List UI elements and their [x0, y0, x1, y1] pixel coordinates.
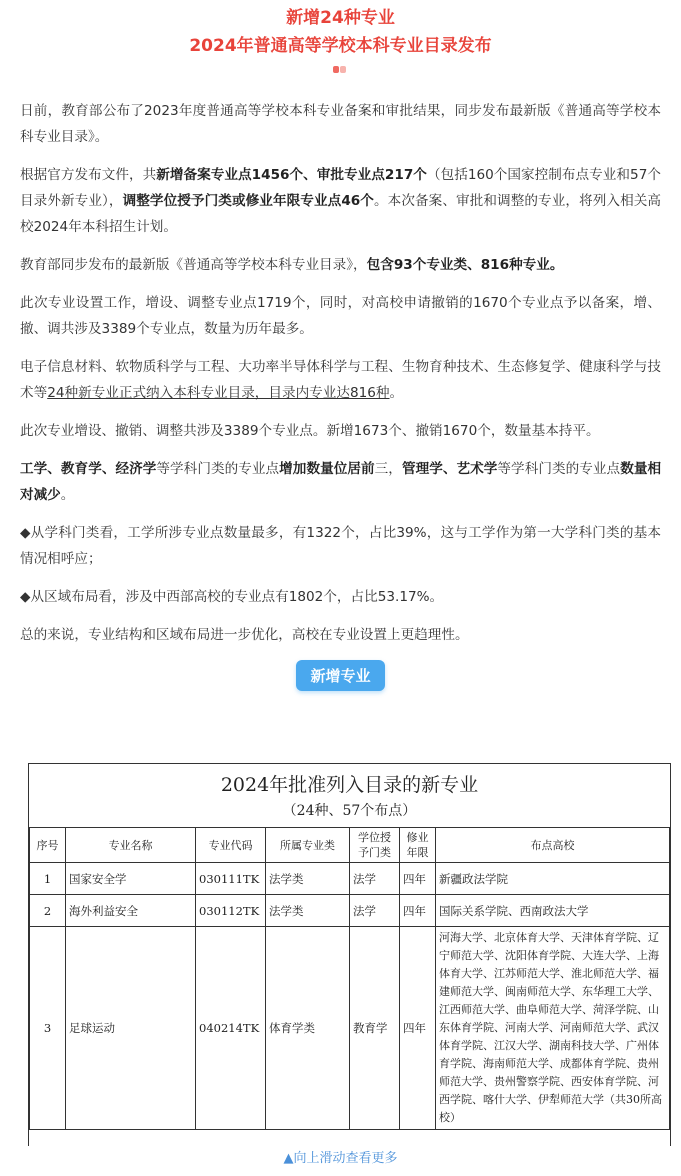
header-years: 修业年限 [400, 828, 436, 863]
bold-text: 管理学、艺术学 [401, 461, 498, 477]
title-line-1: 新增24种专业 [286, 8, 395, 28]
bold-text: 工学、教育学、经济学 [20, 461, 157, 477]
bold-text: 调整学位授予门类或修业年限专业点46个 [122, 193, 374, 209]
cell-category: 体育学类 [266, 927, 350, 1130]
table-header-row [30, 828, 670, 863]
table-title: 2024年批准列入目录的新专业 [220, 774, 479, 796]
cell-no: 3 [30, 927, 66, 1130]
cell-code: 030112TK [196, 895, 266, 927]
cell-degree: 法学 [350, 895, 400, 927]
text: 。 [389, 385, 404, 401]
text: 教育部同步发布的最新版《普通高等学校本科专业目录》， [20, 257, 367, 273]
bold-text: 增加数量位居前 [279, 461, 375, 477]
underlined-text: 24种新专业正式纳入本科专业目录，目录内专业达816种 [47, 385, 390, 401]
text: 根据官方发布文件，共 [20, 167, 157, 183]
paragraph-6: 此次专业增设、撤销、调整共涉及3389个专业点。新增1673个、撤销1670个，数量基本持平。 [20, 423, 600, 439]
text: （包括160个国家控制布点专业和57个目录外新专业）， [20, 167, 661, 209]
article-body [0, 74, 681, 648]
paragraph-2 [20, 162, 661, 240]
paragraph-9: ◆从区域布局看，涉及中西部高校的专业点有1802个，占比53.17%。 [20, 589, 444, 605]
header-no: 序号 [30, 828, 66, 863]
cell-category: 法学类 [266, 895, 350, 927]
table-subtitle: （24种、57个布点） [282, 803, 417, 819]
article-header [0, 0, 681, 74]
paragraph-8: ◆从学科门类看，工学所涉专业点数量最多，有1322个，占比39%，这与工学作为第一大学科门类的基本情况相呼应； [20, 525, 661, 567]
cell-schools: 新疆政法学院 [436, 863, 670, 895]
cell-years: 四年 [400, 863, 436, 895]
header-code: 专业代码 [196, 828, 266, 863]
section-tag-wrap [0, 660, 681, 691]
title-line-2: 2024年普通高等学校本科专业目录发布 [189, 36, 492, 56]
majors-table [29, 827, 670, 1130]
paragraph-5 [20, 354, 661, 406]
table-row [30, 927, 670, 1130]
table-row [30, 895, 670, 927]
cell-category: 法学类 [266, 863, 350, 895]
cell-name: 足球运动 [66, 927, 196, 1130]
text: 。 [60, 487, 75, 503]
header-name: 专业名称 [66, 828, 196, 863]
bold-text: 数量相对减少 [20, 461, 662, 503]
paragraph-10: 总的来说，专业结构和区域布局进一步优化，高校在专业设置上更趋理性。 [20, 627, 469, 643]
cell-code: 040214TK [196, 927, 266, 1130]
text: 三， [374, 461, 402, 477]
text: 。本次备案、审批和调整的专业，将列入相关高校2024年本科招生计划。 [20, 193, 662, 235]
text: 电子信息材料、软物质科学与工程、大功率半导体科学与工程、生物育种技术、生态修复学、健康科学与技术等 [20, 359, 661, 401]
cell-no: 2 [30, 895, 66, 927]
cell-name: 海外利益安全 [66, 895, 196, 927]
cell-schools: 国际关系学院、西南政法大学 [436, 895, 670, 927]
header-category: 所属专业类 [266, 828, 350, 863]
scroll-more-hint[interactable]: ▲向上滑动查看更多 [0, 1146, 681, 1176]
header-schools: 布点高校 [436, 828, 670, 863]
paragraph-7 [20, 456, 661, 508]
cell-years: 四年 [400, 895, 436, 927]
cell-years: 四年 [400, 927, 436, 1130]
cell-degree: 法学 [350, 863, 400, 895]
cell-no: 1 [30, 863, 66, 895]
text: 等学科门类的专业点 [497, 461, 621, 477]
new-majors-table-image [28, 763, 671, 1148]
cell-code: 030111TK [196, 863, 266, 895]
section-tag-new-majors: 新增专业 [296, 660, 384, 691]
paragraph-4: 此次专业设置工作，增设、调整专业点1719个，同时，对高校申请撤销的1670个专业点予以备案，增、撤、调共涉及3389个专业点，数量为历年最多。 [20, 295, 661, 337]
cell-name: 国家安全学 [66, 863, 196, 895]
table-row [30, 863, 670, 895]
text: 等学科门类的专业点 [156, 461, 280, 477]
header-degree: 学位授予门类 [350, 828, 400, 863]
paragraph-3 [20, 252, 661, 278]
cell-schools: 河海大学、北京体育大学、天津体育学院、辽宁师范大学、沈阳体育学院、大连大学、上海体育大学、江苏师范大学、淮北师范大学、福建师范大学、闽南师范大学、东华理工大学、江西师范大学、曲阜师范大学、菏泽学院、山东体育学院、河南大学、河南师范大学、武汉体育学院、江汉大学、湖南科技大学、广州体育学院、海南师范大学、成都体育学院、贵州师范大学、贵州警察学院、西安体育学院、河西学院、喀什大学、伊犁师范大学（共30所高校） [436, 927, 670, 1130]
paragraph-1: 日前，教育部公布了2023年度普通高等学校本科专业备案和审批结果，同步发布最新版《普通高等学校本科专业目录》。 [20, 103, 661, 145]
bold-text: 包含93个专业类、816种专业。 [366, 257, 564, 273]
bold-text: 新增备案专业点1456个、审批专业点217个 [156, 167, 427, 183]
title-divider-icon [333, 66, 349, 74]
cell-degree: 教育学 [350, 927, 400, 1130]
